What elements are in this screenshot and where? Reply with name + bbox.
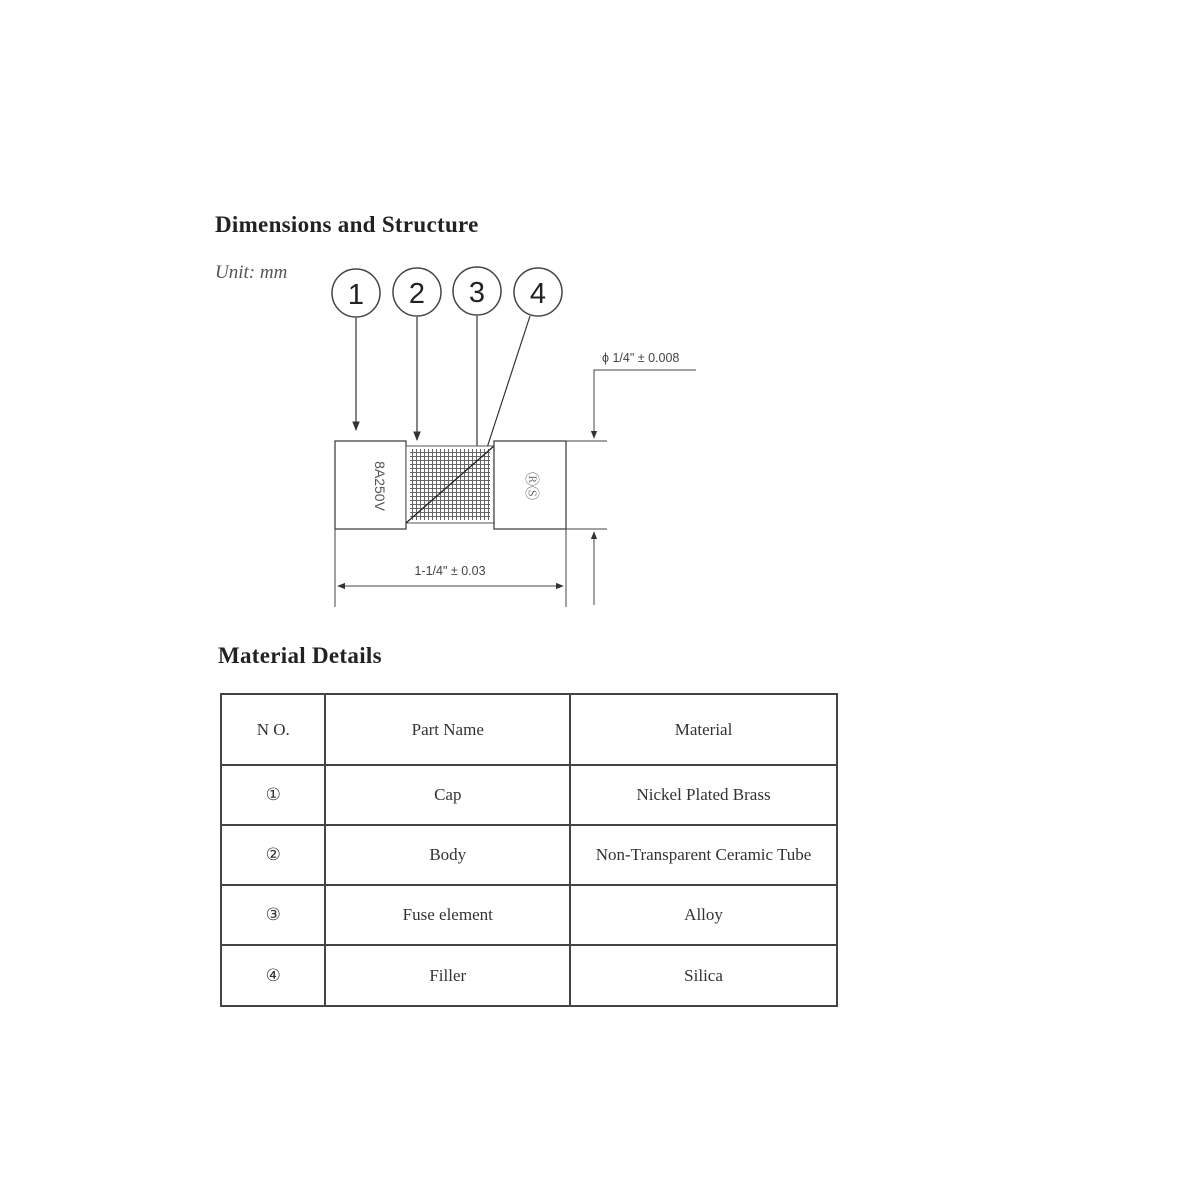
material-name: Silica <box>570 945 837 1006</box>
material-name: Nickel Plated Brass <box>570 765 837 825</box>
part-name: Cap <box>325 765 570 825</box>
callout-4 <box>514 268 562 316</box>
left-cap <box>335 441 406 529</box>
column-header-no: N O. <box>221 694 325 765</box>
table-row <box>221 945 837 1006</box>
diameter-leader <box>594 370 696 438</box>
row-number: ② <box>221 825 325 885</box>
table-header-row <box>221 694 837 765</box>
part-name: Fuse element <box>325 885 570 945</box>
row-number: ① <box>221 765 325 825</box>
materials-title: Material Details <box>218 643 382 668</box>
column-header-part-name: Part Name <box>325 694 570 765</box>
callout-2 <box>393 268 441 316</box>
callout-2-label: 2 <box>408 278 426 310</box>
dimensions-title: Dimensions and Structure <box>215 212 479 237</box>
part-name: Body <box>325 825 570 885</box>
row-number: ③ <box>221 885 325 945</box>
table-row <box>221 885 837 945</box>
table-row <box>221 765 837 825</box>
material-name: Non-Transparent Ceramic Tube <box>570 825 837 885</box>
length-label: 1-1/4" ± 0.03 <box>414 564 486 578</box>
part-name: Filler <box>325 945 570 1006</box>
callout-3-label: 3 <box>468 277 486 309</box>
callout-1-label: 1 <box>347 279 365 311</box>
leader-line-filler <box>483 316 530 460</box>
body-marking: 8A250V <box>372 461 388 511</box>
unit-label: Unit: mm <box>215 262 288 283</box>
callout-3 <box>453 267 501 315</box>
cap-marking: ⓇⓈ <box>524 472 540 500</box>
callout-1 <box>332 269 380 317</box>
material-table <box>220 693 838 1007</box>
table-row <box>221 825 837 885</box>
row-number: ④ <box>221 945 325 1006</box>
column-header-material: Material <box>570 694 837 765</box>
callout-4-label: 4 <box>529 278 547 310</box>
material-name: Alloy <box>570 885 837 945</box>
diameter-label: ϕ 1/4" ± 0.008 <box>602 351 680 365</box>
